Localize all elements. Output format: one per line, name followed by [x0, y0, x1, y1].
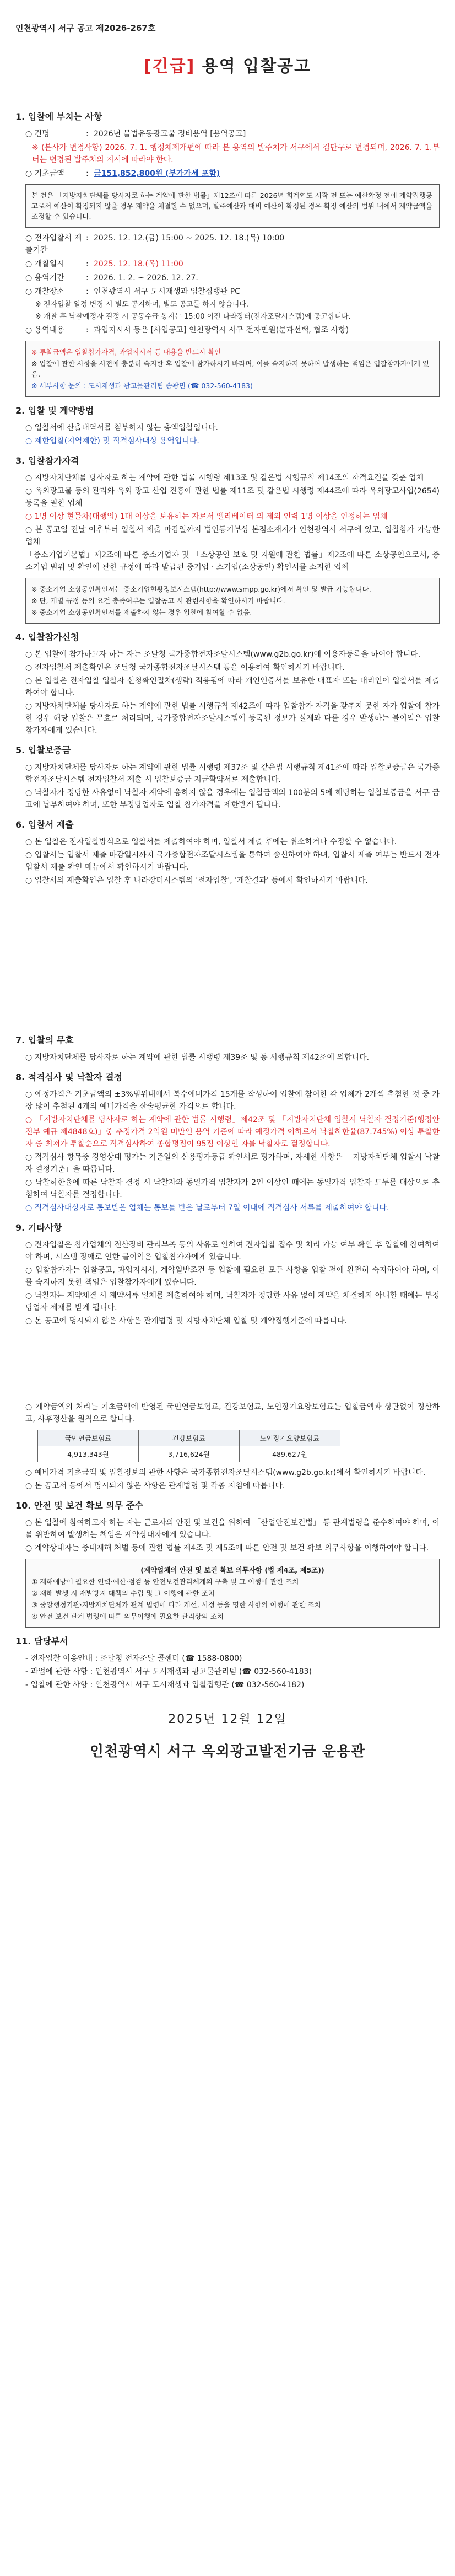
- schedule-note-2: ※ 개찰 후 낙찰예정자 결정 시 공동수급 통지는 15:00 이전 나라장터(전자조달시스템)에 공고합니다.: [35, 313, 351, 321]
- eligibility-2: ○ 옥외광고물 등의 관리와 옥외 광고 산업 진흥에 관한 법률 제11조 및 같은법 시행령 제44조에 따라 옥외광고사업(2654) 등록을 필한 업체: [25, 487, 440, 508]
- announcement-date: 2025년 12월 12일: [168, 1713, 287, 1726]
- misc-1: ○ 전자입찰은 참가업체의 전산장비 관리부족 등의 사유로 인하여 전자입찰 접수 및 처리 가능 여부 확인 후 입찰에 참여하여야 하며, 시스템 장애로 인한 불이익은 입찰참가자에게 있습니다.: [25, 1241, 440, 1262]
- bid-period-row: ○ 전자입찰서 제출기간 : 2025. 12. 12.(금) 15:00 ~ 2025. 12. 18.(목) 10:00: [25, 234, 285, 255]
- award-3: ○ 적격심사 항목중 경영상태 평가는 기준일의 신용평가등급 확인서로 평가하며, 자세한 사항은 「지방자치단체 입찰시 낙찰자 결정기준」을 따릅니다.: [25, 1153, 440, 1174]
- section-5-title: 5. 입찰보증금: [15, 745, 71, 755]
- section-4-title: 4. 입찰참가신청: [15, 632, 79, 642]
- announcement-number: 인천광역시 서구 공고 제2026-267호: [15, 23, 156, 33]
- section-8: [15, 1070, 440, 1214]
- section-10: [15, 1499, 440, 1628]
- section-11: [15, 1634, 440, 1691]
- bid-bond-2: ○ 낙찰자가 정당한 사유없이 낙찰자 계약에 응하지 않을 경우에는 입찰금액의 100분의 5에 해당하는 입찰보증금을 서구 금고에 납부하여야 하며, 또한 부정당업자로 입찰 참가자격을 제한받게 됩니다.: [25, 788, 440, 809]
- section-4: [15, 630, 440, 737]
- insurance-table: [37, 1430, 340, 1462]
- submission-2: ○ 입찰서는 입찰서 제출 마감일시까지 국가종합전자조달시스템을 통하여 송신하여야 하며, 입찰서 제출 여부는 반드시 전자입찰서 제출 확인 메뉴에서 확인하시기 바랍니다.: [25, 851, 440, 872]
- service-content-row: ○ 용역내용 : 과업지시서 등은 [사업공고] 인천광역시 서구 전자민원(분과선택, 협조 사항): [25, 326, 349, 335]
- eligibility-3: ○ 1명 이상 현물차(대행업) 1대 이상을 보유하는 자로서 엘리베이터 외 제외 인력 1명 이상을 인정하는 업체: [25, 512, 388, 521]
- section-6: [15, 818, 440, 887]
- title-text: 용역 입찰공고: [195, 57, 312, 76]
- section-7: [15, 1033, 440, 1064]
- section-6-title: 6. 입찰서 제출: [15, 819, 74, 830]
- registration-3: ○ 본 입찰은 전자입찰 입찰자 신청확인절차(생략) 적용됨에 따라 개인인증서를 보유한 대표자 또는 대리인이 입찰서를 제출하여야 합니다.: [25, 677, 440, 697]
- registration-2: ○ 전자입찰서 제출확인은 조달청 국가종합전자조달시스템 등을 이용하여 확인하시기 바랍니다.: [25, 663, 345, 672]
- project-name-row: ○ 건명 : 2026년 불법유동광고물 정비용역 [용역공고]: [25, 130, 246, 138]
- section-11-title: 11. 담당부서: [15, 1636, 68, 1646]
- misc-4: ○ 본 공고에 명시되지 않은 사항은 관계법령 및 지방자치단체 입찰 및 계약집행기준에 따릅니다.: [25, 1317, 347, 1325]
- section-2-title: 2. 입찰 및 계약방법: [15, 405, 94, 416]
- section-9-continued: [15, 1401, 440, 1492]
- registration-1: ○ 본 입찰에 참가하고자 하는 자는 조달청 국가종합전자조달시스템(www.g2b.go.kr)에 이용자등록을 하여야 합니다.: [25, 650, 421, 659]
- eligibility-1: ○ 지방자치단체를 당사자로 하는 계약에 관한 법률 시행령 제13조 및 같은법 시행규칙 제14조의 자격요건을 갖춘 업체: [25, 474, 424, 482]
- section-3: [15, 454, 440, 624]
- budget-note-box: 본 건은 「지방자치단체를 당사자로 하는 계약에 관한 법률」제12조에 따른 2026년 회계연도 시작 전 또는 예산확정 전에 계약집행공고로서 예산이 확정되지 않을 경우 계약을 체결할 수 없으며, 발주예산과 대비 예산이 확정된 경우 확정 예산의 범위 내에서 계약금액을 조정할 수 있습니다.: [25, 184, 440, 228]
- section-7-title: 7. 입찰의 무효: [15, 1035, 74, 1045]
- submission-1: ○ 본 입찰은 전자입찰방식으로 입찰서를 제출하여야 하며, 입찰서 제출 후에는 취소하거나 수정할 수 없습니다.: [25, 838, 397, 846]
- opening-place-row: ○ 개찰장소 : 인천광역시 서구 도시재생과 입찰집행관 PC: [25, 287, 240, 296]
- section-10-title: 10. 안전 및 보건 확보 의무 준수: [15, 1500, 143, 1511]
- invalid-bid-1: ○ 지방자치단체를 당사자로 하는 계약에 관한 법률 시행령 제39조 및 동 시행규칙 제42조에 의합니다.: [25, 1053, 370, 1062]
- misc-6: ○ 본 공고서 등에서 명시되지 않은 사항은 관계법령 및 각종 지침에 따릅니다.: [25, 1482, 285, 1490]
- insurance-header: 국민연금보험료: [38, 1430, 139, 1446]
- page-title: [15, 52, 440, 77]
- section-9: [15, 1221, 440, 1327]
- section-8-title: 8. 적격심사 및 낙찰자 결정: [15, 1072, 123, 1082]
- section-9-title: 9. 기타사항: [15, 1222, 62, 1233]
- award-1: ○ 예정가격은 기초금액의 ±3%범위내에서 복수예비가격 15개를 작성하여 입찰에 참여한 각 업체가 2개씩 추첨한 것 중 가장 많이 추첨된 4개의 예비가격을 산술평균한 가격으로 합니다.: [25, 1090, 440, 1111]
- section-2: [15, 404, 440, 447]
- award-4: ○ 낙찰하한율에 따른 낙찰자 결정 시 낙찰자와 동일가격 입찰자가 2인 이상인 때에는 동일가격 입찰자 모두를 대상으로 추첨하여 낙찰자를 결정합니다.: [25, 1178, 440, 1199]
- urgent-tag: [긴급]: [143, 57, 196, 76]
- opening-time-row: ○ 개찰일시 : 2025. 12. 18.(목) 11:00: [25, 260, 183, 269]
- insurance-header: 건강보험료: [139, 1430, 240, 1446]
- section-5: [15, 743, 440, 811]
- base-price-row: ○ 기초금액 : 금151,852,800원 (부가가세 포함): [25, 169, 220, 178]
- safety-duty-box: (계약업체의 안전 및 보건 확보 의무사항 (법 제4조, 제5조)) ① 재해예방에 필요한 인력·예산·점검 등 안전보건관리체계의 구축 및 그 이행에 관한 조치 ② 재해 발생 시 재발방지 대책의 수립 및 그 이행에 관한 조치 ③ 중앙행정기관·지방자치단체가 관계 법령에 따라 개선, 시정 등을 명한 사항의 이행에 관한 조치 ④ 안전 보건 관계 법령에 따른 의무이행에 필요한 관리상의 조치: [25, 1559, 440, 1628]
- contact-1: - 전자입찰 이용안내 : 조달청 전자조달 콜센터 (☎ 1588-0800): [25, 1654, 242, 1663]
- misc-3: ○ 낙찰자는 계약체결 시 계약서류 일체를 제출하여야 하며, 낙찰자가 정당한 사유 없이 계약을 체결하지 아니할 때에는 부정당업자 제재를 받게 됩니다.: [25, 1291, 440, 1312]
- misc-5: ○ 예비가격 기초금액 및 입찰정보의 관한 사항은 국가종합전자조달시스템(www.g2b.go.kr)에서 확인하시기 바랍니다.: [25, 1468, 426, 1477]
- safety-1: ○ 본 입찰에 참여하고자 하는 자는 근로자의 안전 및 보건을 위하여 「산업안전보건법」 등 관계법령을 준수하여야 하며, 이를 위반하여 발생하는 책임은 계약상대자에게 있습니다.: [25, 1518, 440, 1539]
- eligibility-sme: 「중소기업기본법」제2조에 따른 중소기업자 및 「소상공인 보호 및 지원에 관한 법률」제2조에 따른 소상공인으로서, 중소기업 범위 및 확인에 관한 규정에 따라 발급된 중기업 · 소기업(소상공인) 확인서를 소지한 업체: [25, 551, 440, 572]
- eligibility-4: ○ 본 공고일 전날 이후부터 입찰서 제출 마감일까지 법인등기부상 본점소재지가 인천광역시 서구에 있고, 입찰참가 가능한 업체: [25, 525, 440, 546]
- award-2: ○ 「지방자치단체를 당사자로 하는 계약에 관한 법률 시행령」제42조 및 「지방자치단체 입찰시 낙찰자 결정기준(행정안전부 예규 제4848호)」중 추정가격 2억원 미만인 용역 기준에 따라 예정가격 이하로서 낙찰하한율(87.745%) 이상 투찰한 자 중 최저가 투찰순으로 적격심사하여 종합평점이 95점 이상인 자를 낙찰자로 결정합니다.: [25, 1115, 440, 1149]
- insurance-header: 노인장기요양보험료: [240, 1430, 340, 1446]
- misc-2: ○ 입찰참가자는 입찰공고, 과업지시서, 계약일반조건 등 입찰에 필요한 모든 사항을 입찰 전에 완전히 숙지하여야 하며, 이를 숙지하지 못한 책임은 입찰참가자에게 있습니다.: [25, 1266, 440, 1287]
- bid-bond-1: ○ 지방자치단체를 당사자로 하는 계약에 관한 법률 시행령 제37조 및 같은법 시행규칙 제41조에 따라 입찰보증금은 국가종합전자조달시스템 전자입찰서 제출 시 입찰보증금 지급확약서로 제출합니다.: [25, 763, 440, 784]
- contract-method-1: ○ 입찰서에 산출내역서를 첨부하지 않는 총액입찰입니다.: [25, 423, 218, 432]
- issuing-organization: 인천광역시 서구 옥외광고발전기금 운용관: [89, 1743, 366, 1760]
- insurance-value: 3,716,624원: [139, 1446, 240, 1462]
- contract-method-2: ○ 제한입찰(지역제한) 및 적격심사대상 용역입니다.: [25, 437, 199, 446]
- section-1: [15, 110, 440, 397]
- section-3-title: 3. 입찰참가자격: [15, 455, 79, 466]
- sme-note-box: ※ 중소기업 소상공인확인서는 중소기업현황정보시스템(http://www.smpp.go.kr)에서 확인 및 발급 가능합니다. ※ 단, 개별 규정 등의 요건 충족여부는 입찰공고 시 관련사항을 확인하시기 바랍니다. ※ 중소기업 소상공인확인서를 제출하지 않는 경우 입찰에 참여할 수 없음.: [25, 578, 440, 624]
- award-5: ○ 적격심사대상자로 통보받은 업체는 통보를 받은 날로부터 7일 이내에 적격심사 서류를 제출하여야 합니다.: [25, 1204, 389, 1212]
- insurance-note: ○ 계약금액의 처리는 기초금액에 반영된 국민연금보험료, 건강보험료, 노인장기요양보험료는 입찰금액과 상관없이 정산하고, 사후정산을 원칙으로 합니다.: [25, 1403, 440, 1424]
- registration-4: ○ 지방자치단체를 당사자로 하는 계약에 관한 법률 시행규칙 제42조에 따라 입찰참가 자격을 갖추지 못한 자가 입찰에 참가한 경우 해당 입찰은 무효로 처리되며, 국가종합전자조달시스템에 등록된 정보가 실제와 다를 경우 발생하는 불이익은 입찰참가자에게 있습니다.: [25, 702, 440, 735]
- schedule-note-1: ※ 전자입찰 일정 변경 시 별도 공지하며, 별도 공고를 하지 않습니다.: [35, 300, 248, 309]
- safety-2: ○ 계약상대자는 중대재해 처벌 등에 관한 법률 제4조 및 제5조에 따른 안전 및 보건 확보 의무사항을 이행하여야 합니다.: [25, 1544, 429, 1553]
- contact-2: - 과업에 관한 사항 : 인천광역시 서구 도시재생과 광고물관리팀 (☎ 032-560-4183): [25, 1667, 312, 1676]
- announcement-page: [15, 22, 440, 1761]
- caution-box: ※ 투찰금액은 입찰참가자격, 과업지시서 등 내용을 반드시 확인 ※ 입찰에 관한 사항을 사전에 충분히 숙지한 후 입찰에 참가하시기 바라며, 이를 숙지하지 못하여 발생하는 책임은 입찰참가자에게 있음. ※ 세부사항 문의 : 도시재생과 광고물관리팀 송광민 (☎ 032-560-4183): [25, 341, 440, 397]
- section-1-title: 1. 입찰에 부치는 사항: [15, 111, 102, 122]
- service-period-row: ○ 용역기간 : 2026. 1. 2. ~ 2026. 12. 27.: [25, 273, 198, 282]
- insurance-value: 489,627원: [240, 1446, 340, 1462]
- contact-3: - 입찰에 관한 사항 : 인천광역시 서구 도시재생과 입찰집행관 (☎ 032-560-4182): [25, 1681, 305, 1689]
- client-change-note: ※ (본사가 변경사항) 2026. 7. 1. 행정체제개편에 따라 본 용역의 발주처가 서구에서 검단구로 변경되며, 2026. 7. 1.부터는 변경된 발주처의 지시에 따라야 한다.: [32, 143, 440, 164]
- submission-3: ○ 입찰서의 제출확인은 입찰 후 나라장터시스템의 '전자입찰', '개찰결과' 등에서 확인하시기 바랍니다.: [25, 876, 368, 885]
- insurance-value: 4,913,343원: [38, 1446, 139, 1462]
